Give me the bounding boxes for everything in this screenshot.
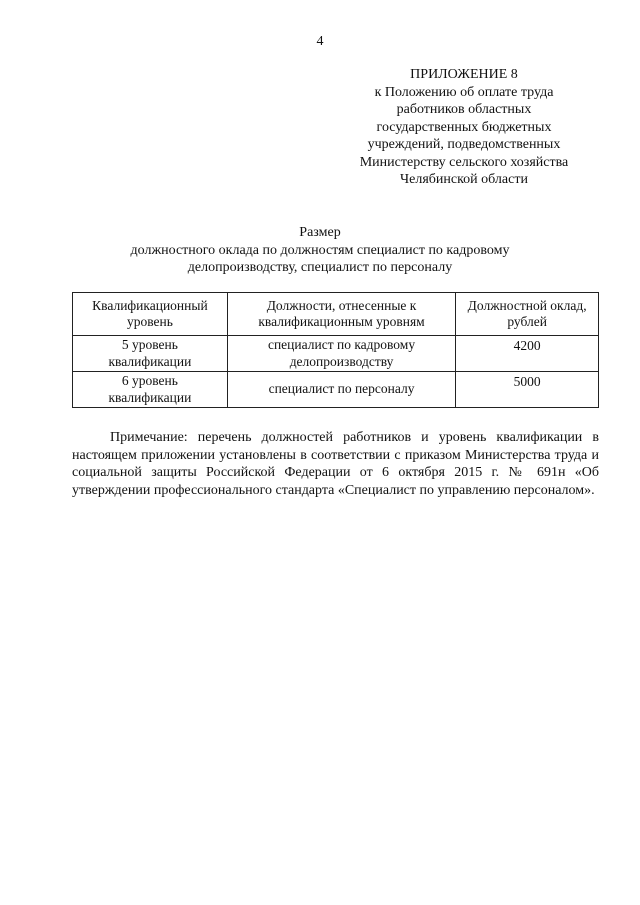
cell-qualification-level xyxy=(73,336,228,372)
cell-line: специалист по персоналу xyxy=(268,381,415,397)
header-line: Квалификационный xyxy=(92,297,208,313)
appendix-line: к Положению об оплате труда xyxy=(374,84,554,100)
cell-line: 5 уровень xyxy=(121,337,178,352)
header-line: Должностной xyxy=(467,297,547,313)
header-line: оклад, рублей xyxy=(507,297,587,329)
document-title xyxy=(0,224,640,277)
appendix-line: Челябинской области xyxy=(400,172,528,187)
document-title-line: должностного оклада по должностям специалист по кадровому xyxy=(130,242,510,258)
cell-qualification-level xyxy=(73,372,228,408)
cell-position xyxy=(227,372,455,408)
page-number: 4 xyxy=(316,34,324,49)
cell-position xyxy=(227,336,455,372)
appendix-line: работников областных xyxy=(396,102,532,117)
table-row xyxy=(73,372,599,408)
table-header-row xyxy=(73,293,599,336)
cell-salary: 5000 xyxy=(456,372,599,408)
cell-line: 6 уровень xyxy=(121,373,178,388)
appendix-line: учреждений, подведомственных xyxy=(367,137,561,152)
appendix-title: ПРИЛОЖЕНИЕ 8 xyxy=(410,67,518,82)
table-row xyxy=(73,336,599,372)
salary-table xyxy=(72,292,599,408)
header-line: Должности, отнесенные к xyxy=(266,297,417,313)
appendix-block xyxy=(340,66,588,189)
cell-line: квалификации xyxy=(108,353,192,369)
document-title-line: делопроизводству, специалист по персоналу xyxy=(187,260,453,275)
appendix-line: государственных бюджетных xyxy=(376,119,552,135)
cell-line: квалификации xyxy=(108,389,192,405)
appendix-line: Министерству сельского хозяйства xyxy=(359,154,569,170)
header-line: уровень xyxy=(126,314,173,329)
note-paragraph: Примечание: перечень должностей работников и уровень квалификации в настоящем приложении установлены в соответствии с приказом Министерства труда и социальной защиты Российской Федерации от 6 октября 2015 г. № 691н «Об утверждении профессионального стандарта «Специалист по управлению персоналом». xyxy=(72,430,599,498)
header-qualification-level xyxy=(73,293,228,336)
cell-line: делопроизводству xyxy=(289,353,394,369)
document-title-line: Размер xyxy=(299,225,341,240)
header-positions xyxy=(227,293,455,336)
cell-salary: 4200 xyxy=(456,336,599,372)
header-line: квалификационным уровням xyxy=(258,314,425,329)
header-salary xyxy=(456,293,599,336)
cell-line: специалист по кадровому xyxy=(267,337,416,352)
